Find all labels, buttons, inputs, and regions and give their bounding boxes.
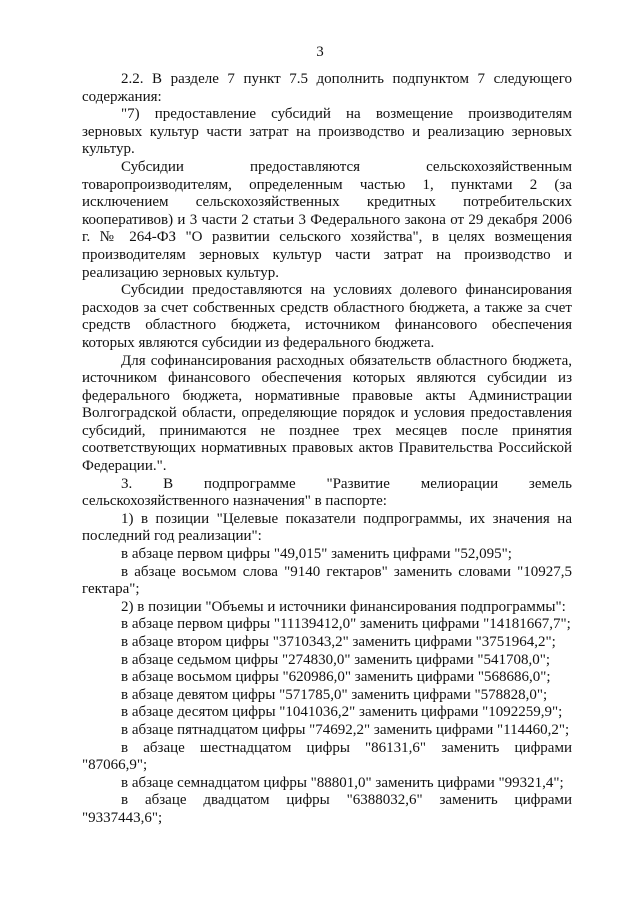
document-body [82,71,572,828]
paragraph-amendment: в абзаце втором цифры "3710343,2" заменить цифрами "3751964,2"; [121,634,556,650]
paragraph-amendment: в абзаце восьмом цифры "620986,0" заменить цифрами "568686,0"; [121,669,551,686]
paragraph-amendment: в абзаце шестнадцатом цифры "86131,6" заменить цифрами "87066,9"; [82,739,572,774]
paragraph-amendment: в абзаце первом цифры "11139412,0" заменить цифрами "14181667,7"; [121,616,571,633]
paragraph-cofinancing: Для софинансирования расходных обязательств областного бюджета, источником финансового обеспечения которых являются субсидии из федерального бюджета, нормативные правовые акты Администрации Волгоградской области, определяющие порядок и условия предоставления субсидий, принимаются не позднее трех месяцев после принятия соответствующих нормативных правовых актов Правительства Российской Федерации.". [82,352,572,475]
paragraph-subsidy-conditions: Субсидии предоставляются на условиях долевого финансирования расходов за счет собственных средств областного бюджета, а также за счет средств областного бюджета, источником финансового обеспечения которых являются субсидии из федерального бюджета. [82,282,572,351]
paragraph-subsidy-recipients: Субсидии предоставляются сельскохозяйственным товаропроизводителям, определенным частью 1, пунктами 2 (за исключением сельскохозяйственных кредитных потребительских кооперативов) и 3 части 2 статьи 3 Федерального закона от 29 декабря 2006 г. № 264-ФЗ "О развитии сельского хозяйства", в целях возмещения производителям зерновых культур части затрат на производство и реализацию зерновых культур. [82,158,572,281]
paragraph-subitem-7: "7) предоставление субсидий на возмещение производителям зерновых культур части затрат на производство и реализацию зерновых культур. [82,106,572,158]
paragraph-amendment: в абзаце двадцатом цифры "6388032,6" заменить цифрами "9337443,6"; [82,792,572,826]
paragraph-3-subprogram: 3. В подпрограмме "Развитие мелиорации земель сельскохозяйственного назначения" в паспорте: [82,475,572,510]
paragraph-amendment: в абзаце восьмом слова "9140 гектаров" заменить словами "10927,5 гектара"; [82,563,572,598]
paragraph-amendment: в абзаце первом цифры "49,015" заменить цифрами "52,095"; [121,546,512,563]
paragraph-2-2-intro: 2.2. В разделе 7 пункт 7.5 дополнить подпунктом 7 следующего содержания: [82,71,572,105]
paragraph-amendment: в абзаце девятом цифры "571785,0" заменить цифрами "578828,0"; [121,686,548,703]
paragraph-amendment: в абзаце десятом цифры "1041036,2" заменить цифрами "1092259,9"; [121,704,563,721]
paragraph-position-1: 1) в позиции "Целевые показатели подпрограммы, их значения на последний год реализации": [82,510,572,545]
page-number: 3 [316,44,324,60]
paragraph-position-2: 2) в позиции "Объемы и источники финансирования подпрограммы": [121,598,566,615]
paragraph-amendment: в абзаце седьмом цифры "274830,0" заменить цифрами "541708,0"; [121,651,551,668]
paragraph-amendment: в абзаце пятнадцатом цифры "74692,2" заменить цифрами "114460,2"; [121,721,570,738]
paragraph-amendment: в абзаце семнадцатом цифры "88801,0" заменить цифрами "99321,4"; [121,774,564,791]
